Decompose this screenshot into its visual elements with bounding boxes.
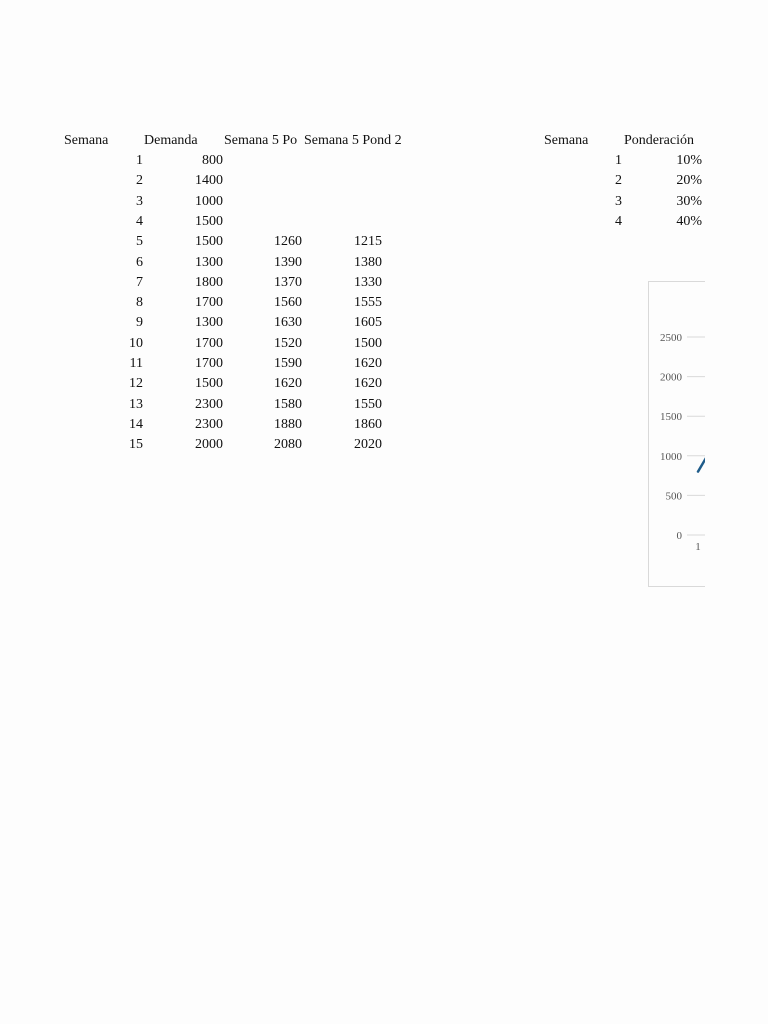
table-cell: 15 bbox=[129, 437, 143, 453]
table-cell: 1630 bbox=[274, 315, 302, 331]
table-cell: 1500 bbox=[195, 234, 223, 250]
y-tick-label: 1500 bbox=[660, 411, 682, 424]
column-header: Demanda bbox=[144, 133, 198, 148]
table-cell: 1400 bbox=[195, 173, 223, 189]
table-cell: 1605 bbox=[354, 315, 382, 331]
table-cell: 4 bbox=[615, 213, 622, 229]
table-cell: 1880 bbox=[274, 416, 302, 432]
y-tick-label: 1000 bbox=[660, 450, 682, 463]
y-tick-label: 2500 bbox=[660, 332, 682, 344]
table-cell: 2 bbox=[136, 173, 143, 189]
table-cell: 13 bbox=[129, 396, 143, 412]
table-cell: 1300 bbox=[195, 315, 223, 331]
table-cell: 2 bbox=[615, 173, 622, 189]
table-cell: 10 bbox=[129, 335, 143, 351]
chart-svg bbox=[649, 282, 705, 586]
table-cell: 1560 bbox=[274, 295, 302, 311]
table-cell: 1860 bbox=[354, 416, 382, 432]
table-cell: 1390 bbox=[274, 254, 302, 270]
table-cell: 10% bbox=[676, 153, 702, 168]
table-cell: 1 bbox=[136, 153, 143, 168]
table-cell: 3 bbox=[136, 193, 143, 209]
table-cell: 1700 bbox=[195, 356, 223, 371]
series-line bbox=[698, 353, 705, 472]
table-cell: 1380 bbox=[354, 254, 382, 270]
table-cell: 2300 bbox=[195, 416, 223, 432]
table-cell: 14 bbox=[129, 416, 143, 432]
table-cell: 1555 bbox=[354, 295, 382, 311]
table-cell: 1700 bbox=[195, 295, 223, 311]
table-cell: 1500 bbox=[354, 335, 382, 351]
table-cell: 1520 bbox=[274, 335, 302, 351]
table-cell: 1620 bbox=[354, 376, 382, 392]
table-cell: 1 bbox=[615, 153, 622, 168]
column-header: Semana bbox=[64, 133, 109, 148]
table-cell: 1000 bbox=[195, 193, 223, 209]
table-cell: 20% bbox=[676, 173, 702, 189]
table-cell: 1590 bbox=[274, 356, 302, 371]
table-cell: 2080 bbox=[274, 437, 302, 453]
table-cell: 1620 bbox=[354, 356, 382, 371]
table-cell: 1300 bbox=[195, 254, 223, 270]
table-cell: 30% bbox=[676, 193, 702, 209]
table-cell: 8 bbox=[136, 295, 143, 311]
table-cell: 1620 bbox=[274, 376, 302, 392]
table-cell: 4 bbox=[136, 213, 143, 229]
table-cell: 7 bbox=[136, 274, 143, 290]
table-cell: 800 bbox=[202, 153, 223, 168]
table-cell: 1500 bbox=[195, 213, 223, 229]
column-header: Semana bbox=[544, 133, 589, 148]
column-header: Semana 5 Pond 2 bbox=[304, 133, 402, 148]
table-cell: 1260 bbox=[274, 234, 302, 250]
table-cell: 2020 bbox=[354, 437, 382, 453]
y-tick-label: 500 bbox=[665, 490, 682, 503]
y-tick-label: 2000 bbox=[660, 371, 682, 384]
table-cell: 11 bbox=[129, 356, 143, 371]
chart[interactable] bbox=[648, 281, 705, 587]
table-cell: 2000 bbox=[195, 437, 223, 453]
table-cell: 2300 bbox=[195, 396, 223, 412]
table-cell: 1370 bbox=[274, 274, 302, 290]
table-cell: 1800 bbox=[195, 274, 223, 290]
column-header: Ponderación bbox=[624, 133, 694, 148]
column-header: Semana 5 Po bbox=[224, 133, 298, 148]
table-cell: 6 bbox=[136, 254, 143, 270]
table-cell: 1330 bbox=[354, 274, 382, 290]
table-cell: 1580 bbox=[274, 396, 302, 412]
table-cell: 1550 bbox=[354, 396, 382, 412]
table-cell: 1215 bbox=[354, 234, 382, 250]
table-cell: 12 bbox=[129, 376, 143, 392]
table-cell: 3 bbox=[615, 193, 622, 209]
y-tick-label: 0 bbox=[676, 530, 682, 542]
table-cell: 40% bbox=[676, 213, 702, 229]
table-cell: 1700 bbox=[195, 335, 223, 351]
table-cell: 9 bbox=[136, 315, 143, 331]
table-cell: 5 bbox=[136, 234, 143, 250]
table-cell: 1500 bbox=[195, 376, 223, 392]
x-tick-label: 1 bbox=[695, 541, 701, 553]
